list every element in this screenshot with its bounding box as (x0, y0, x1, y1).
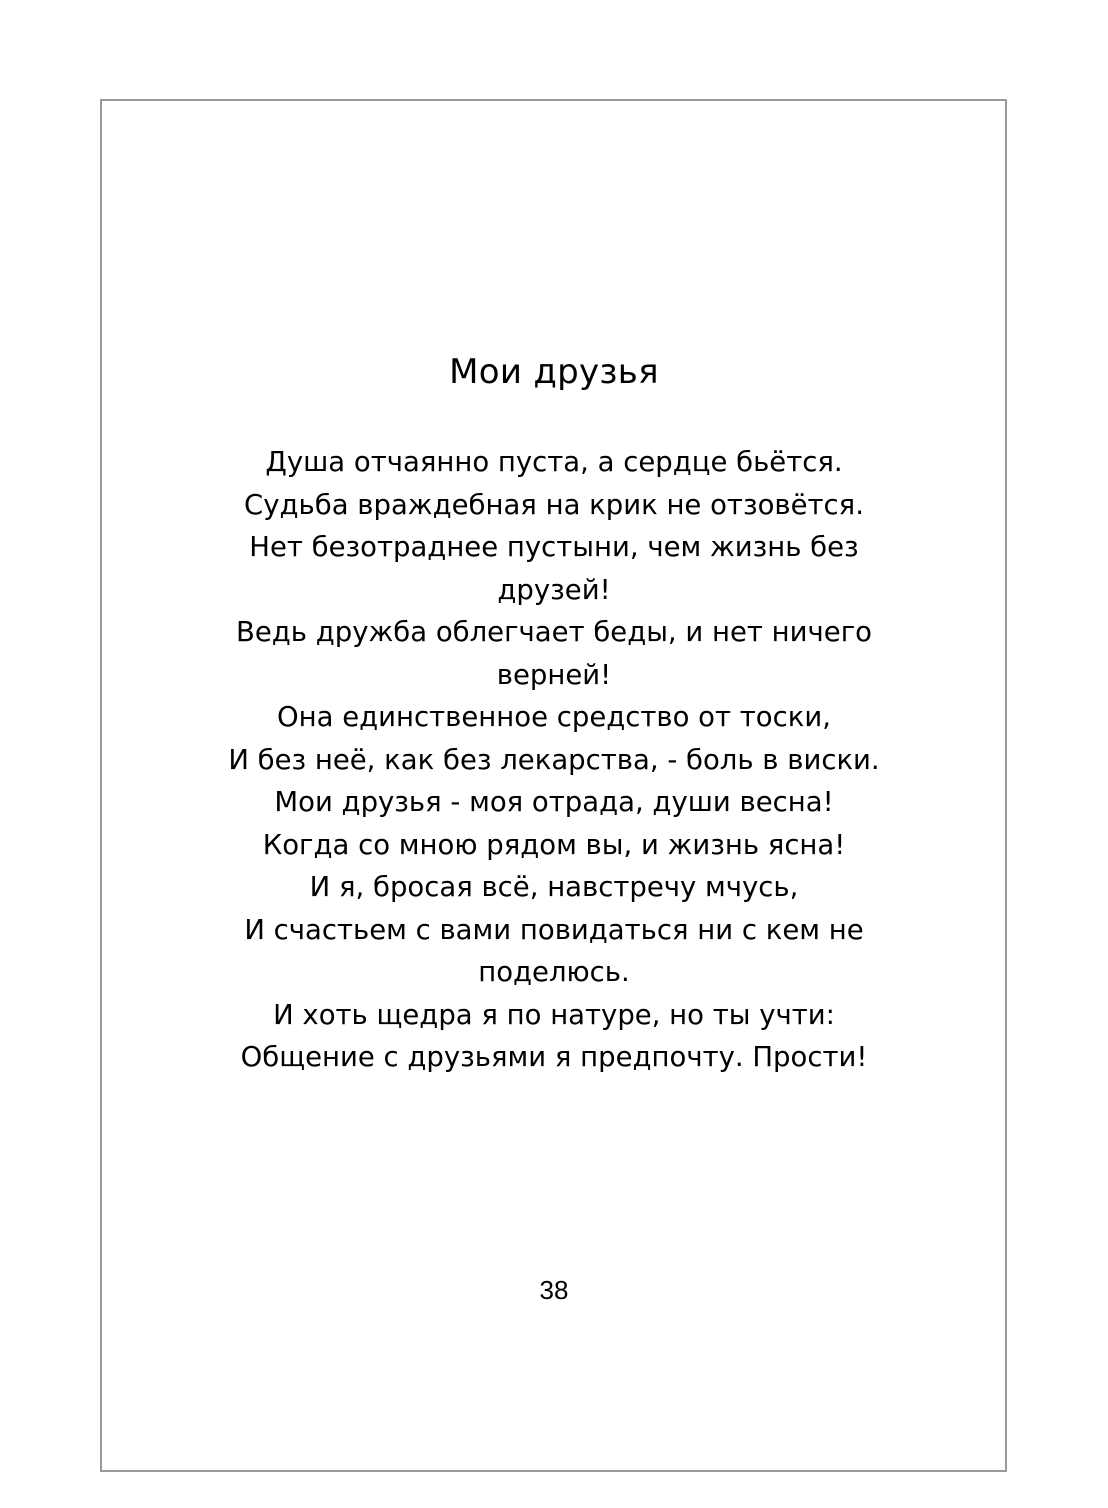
poem-line: И без неё, как без лекарства, - боль в виски. (228, 743, 880, 776)
poem-body (200, 441, 908, 1079)
poem-line: Мои друзья - моя отрада, души весна! (274, 786, 834, 818)
poem-line: И я, бросая всё, навстречу мчусь, (309, 871, 799, 903)
page-number: 38 (539, 1275, 569, 1305)
poem-line: И хоть щедра я по натуре, но ты учти: (273, 998, 835, 1031)
poem-line: поделюсь. (478, 956, 630, 988)
poem-line: Судьба враждебная на крик не отзовётся. (244, 488, 864, 521)
poem-line: Когда со мною рядом вы, и жизнь ясна! (262, 828, 846, 861)
poem-line: Нет безотраднее пустыни, чем жизнь без (249, 531, 859, 563)
poem-line: верней! (496, 658, 612, 691)
poem-line: Общение с друзьями я предпочту. Прости! (240, 1041, 868, 1073)
poem-title: Мои друзья (449, 352, 659, 392)
poem-line: Душа отчаянно пуста, а сердце бьётся. (265, 446, 843, 478)
poem-line: Она единственное средство от тоски, (277, 701, 831, 733)
poem-line: Ведь дружба облегчает беды, и нет ничего (236, 616, 872, 648)
poem-line: И счастьем с вами повидаться ни с кем не (244, 913, 864, 946)
poem-line: друзей! (497, 573, 611, 606)
